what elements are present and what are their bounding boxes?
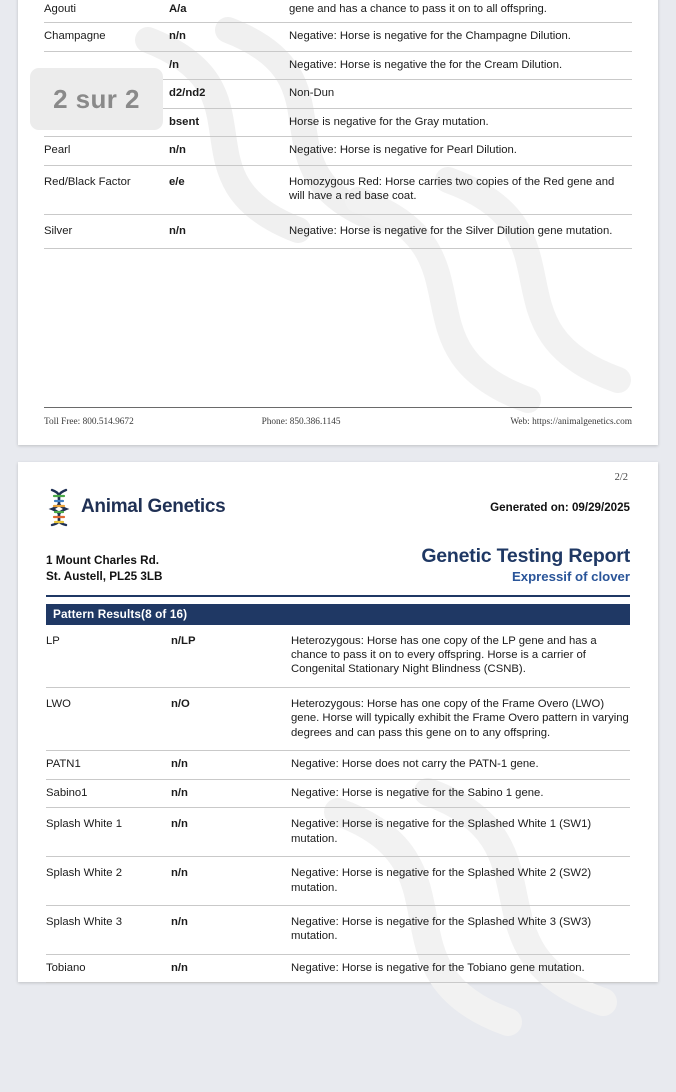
- trait-name: Splash White 2: [46, 857, 171, 906]
- footer-contact-row: [44, 417, 632, 427]
- document-page-1: [18, 0, 658, 445]
- trait-description: Negative: Horse does not carry the PATN-1 gene.: [291, 751, 630, 779]
- trait-description: Negative: Horse is negative for the Champagne Dilution.: [289, 23, 632, 51]
- lab-address: [46, 553, 162, 585]
- trait-name: LP: [46, 625, 171, 688]
- trait-description: Negative: Horse is negative for the Splashed White 3 (SW3) mutation.: [291, 906, 630, 955]
- report-header-top: [44, 483, 632, 527]
- footer-divider: [44, 407, 632, 408]
- trait-name: LWO: [46, 687, 171, 750]
- brand-logo: [46, 487, 225, 527]
- header-divider: [46, 595, 630, 597]
- trait-name: Splash White 3: [46, 906, 171, 955]
- trait-description: Negative: Horse is negative for the Tobiano gene mutation.: [291, 954, 630, 982]
- trait-name: Pearl: [44, 137, 169, 165]
- trait-result: d2/nd2: [169, 80, 289, 108]
- trait-description: gene and has a chance to pass it on to all offspring.: [289, 2, 632, 23]
- trait-description: Negative: Horse is negative for Pearl Dilution.: [289, 137, 632, 165]
- trait-result: bsent: [169, 108, 289, 136]
- trait-result: /n: [169, 51, 289, 79]
- generated-date: Generated on: 09/29/2025: [490, 500, 630, 514]
- table-row: [46, 625, 630, 688]
- trait-result: n/n: [171, 808, 291, 857]
- footer-web[interactable]: Web: https://animalgenetics.com: [510, 417, 632, 427]
- trait-name: Champagne: [44, 23, 169, 51]
- dna-helix-icon: [46, 487, 72, 527]
- trait-description: Heterozygous: Horse has one copy of the Frame Overo (LWO) gene. Horse will typically exhibit the Frame Overo pattern in varying degrees and can pass this gene on to any offspring.: [291, 687, 630, 750]
- document-page-2: [18, 462, 658, 982]
- trait-name: Silver: [44, 214, 169, 248]
- trait-result: n/n: [169, 23, 289, 51]
- report-subject: Expressif of clover: [511, 569, 630, 585]
- trait-name: Agouti: [44, 2, 169, 23]
- table-row: [46, 808, 630, 857]
- table-row: [46, 906, 630, 955]
- table-row: [46, 954, 630, 982]
- footer-toll-free: Toll Free: 800.514.9672: [44, 417, 134, 427]
- trait-result: n/n: [171, 751, 291, 779]
- trait-result: A/a: [169, 2, 289, 23]
- pattern-results-table-body: [46, 625, 630, 983]
- page-footer: [44, 407, 632, 427]
- trait-description: Horse is negative for the Gray mutation.: [289, 108, 632, 136]
- trait-description: Homozygous Red: Horse carries two copies of the Red gene and will have a red base coat.: [289, 165, 632, 214]
- trait-result: n/n: [171, 906, 291, 955]
- table-row: [46, 779, 630, 807]
- brand-name: Animal Genetics: [81, 496, 226, 517]
- trait-result: n/LP: [171, 625, 291, 688]
- table-row: [46, 857, 630, 906]
- trait-result: n/n: [169, 137, 289, 165]
- table-row: [44, 165, 632, 214]
- trait-result: n/n: [171, 857, 291, 906]
- page-number: 2/2: [614, 472, 628, 483]
- address-line-1: 1 Mount Charles Rd.: [46, 554, 159, 568]
- trait-description: Negative: Horse is negative the for the Cream Dilution.: [289, 51, 632, 79]
- trait-description: Negative: Horse is negative for the Silver Dilution gene mutation.: [289, 214, 632, 248]
- pattern-results-table: [46, 625, 630, 984]
- table-row: [44, 2, 632, 23]
- trait-result: n/n: [171, 779, 291, 807]
- trait-description: Negative: Horse is negative for the Splashed White 1 (SW1) mutation.: [291, 808, 630, 857]
- trait-description: Negative: Horse is negative for the Sabino 1 gene.: [291, 779, 630, 807]
- report-title: Genetic Testing Report: [421, 545, 630, 567]
- footer-phone: Phone: 850.386.1145: [261, 417, 341, 427]
- table-row: [44, 23, 632, 51]
- trait-description: Heterozygous: Horse has one copy of the LP gene and has a chance to pass it on to every offspring. Horse is a carrier of Congenital Stationary Night Blindness (CSNB).: [291, 625, 630, 688]
- trait-result: n/n: [169, 214, 289, 248]
- section-heading-pattern-results: Pattern Results(8 of 16): [46, 604, 630, 625]
- table-row: [44, 137, 632, 165]
- trait-result: n/O: [171, 687, 291, 750]
- trait-name: PATN1: [46, 751, 171, 779]
- trait-description: Negative: Horse is negative for the Splashed White 2 (SW2) mutation.: [291, 857, 630, 906]
- report-title-block: [421, 545, 630, 586]
- report-header-bottom: [44, 527, 632, 586]
- address-line-2: St. Austell, PL25 3LB: [46, 570, 163, 584]
- page-indicator-overlay: 2 sur 2: [30, 68, 163, 130]
- trait-name: Red/Black Factor: [44, 165, 169, 214]
- trait-name: Tobiano: [46, 954, 171, 982]
- trait-result: n/n: [171, 954, 291, 982]
- trait-name: Splash White 1: [46, 808, 171, 857]
- trait-name: Sabino1: [46, 779, 171, 807]
- table-row: [44, 214, 632, 248]
- trait-description: Non-Dun: [289, 80, 632, 108]
- table-row: [46, 687, 630, 750]
- trait-result: e/e: [169, 165, 289, 214]
- table-row: [46, 751, 630, 779]
